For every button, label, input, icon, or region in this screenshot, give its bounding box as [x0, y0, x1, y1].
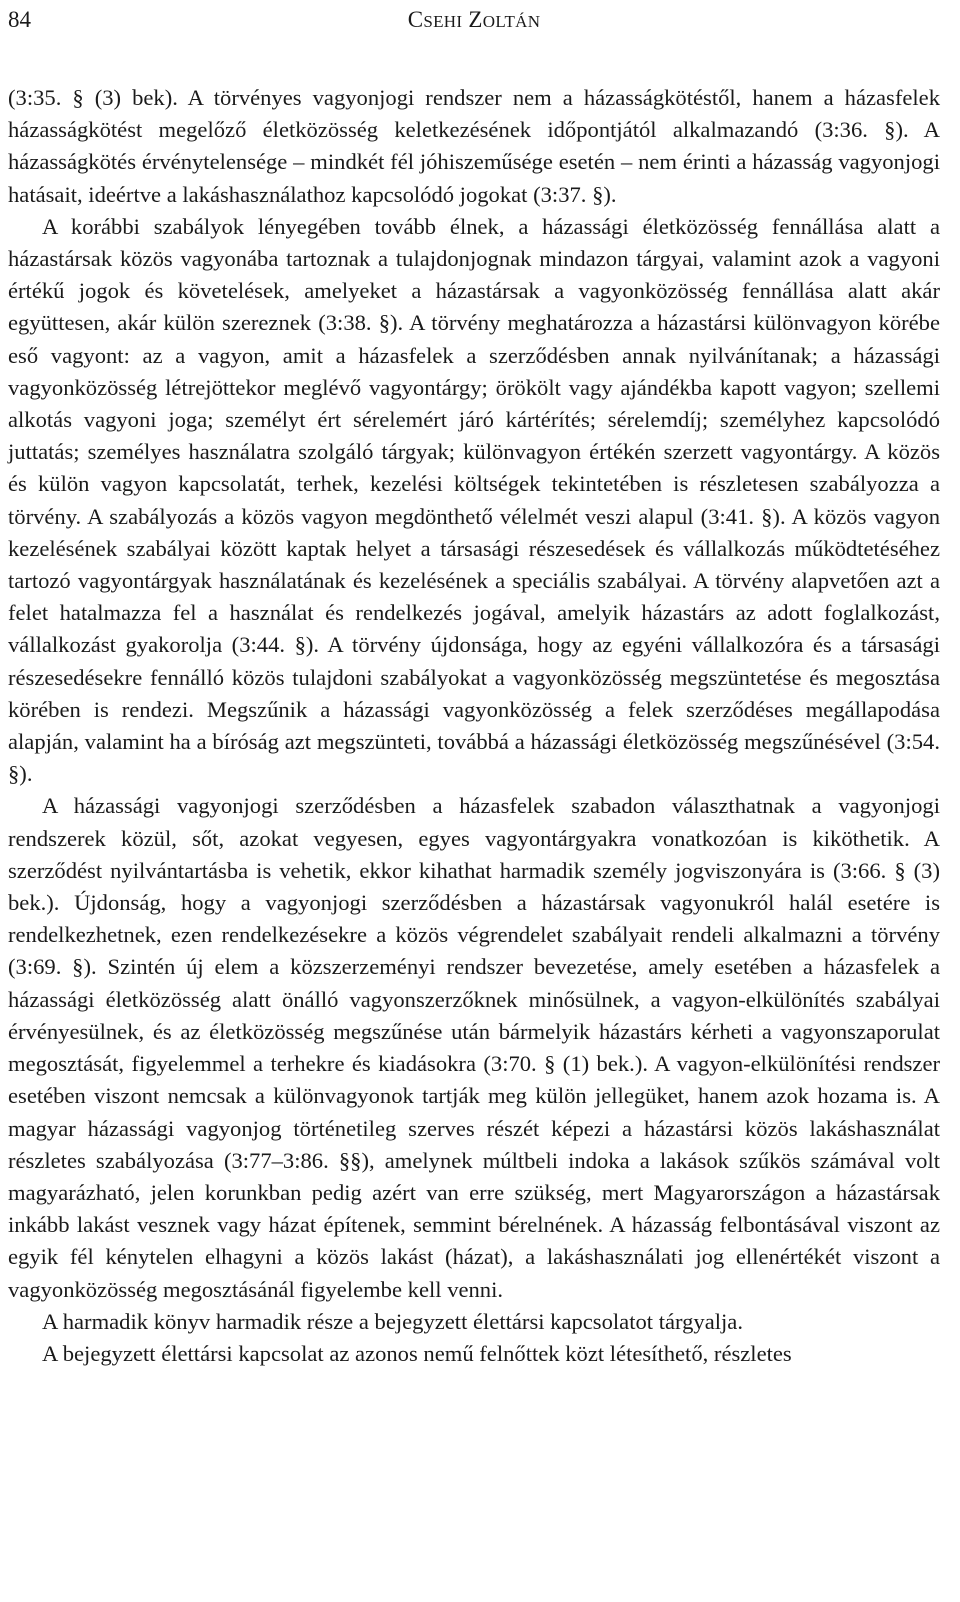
running-head-small-1: SEHI: [423, 12, 463, 31]
running-head-cap-1: C: [407, 7, 424, 32]
page-header: [8, 2, 940, 38]
page-number: 84: [8, 7, 31, 32]
paragraph-3: A házassági vagyonjogi szerződésben a házasfelek szabadon választhatnak a vagyonjogi rendszerek közül, sőt, azokat vegyesen, egyes vagyontárgyakra vonatkozóan is kiköthetik. A szerződést nyilvántartásba is vehetik, ekkor kihathat harmadik személy jogviszonyára is (3:66. § (3) bek.). Újdonság, hogy a vagyonjogi szerződésben a házastársak vagyonukról halál esetére is rendelkezhetnek, ezen rendelkezésekre a közös végrendelet szabályait rendeli alkalmazni a törvény (3:69. §). Szintén új elem a közszerzeményi rendszer bevezetése, amely esetében a házasfelek a házassági életközösség alatt önálló vagyonszerzőknek minősülnek, a vagyon-elkülönítés szabályai érvényesülnek, és az életközösség megszűnése után bármelyik házastárs kérheti a vagyonszaporulat megosztását, figyelemmel a terhekre és kiadásokra (3:70. § (1) bek.). A vagyon-elkülönítési rendszer esetében viszont nemcsak a különvagyonok tartják meg külön jellegüket, hanem azok hozama is. A magyar házassági vagyonjog történetileg szerves részét képezi a házastársi közös lakáshasználat részletes szabályozása (3:77–3:86. §§), amelynek múltbeli indoka a lakások szűkös számával volt magyarázható, jelen korunkban pedig azért van erre szükség, mert Magyarországon a házastársak inkább lakást vesznek vagy házat építenek, semmint bérelnének. A házasság felbontásával viszont az egyik fél kénytelen elhagyni a közös lakást (házat), a lakáshasználati jog ellenértékét viszont a vagyonközösség megosztásánál figyelembe kell venni.: [8, 793, 940, 1302]
body-text: [8, 82, 940, 1370]
running-head-cap-2: Z: [468, 7, 483, 32]
paragraph-1: (3:35. § (3) bek). A törvényes vagyonjogi rendszer nem a házasságkötéstől, hanem a házasfelek házasságkötést megelőző életközösség keletkezésének időpontjától alkalmazandó (3:36. §). A házasságkötés érvénytelensége – mindkét fél jóhiszeműsége esetén – nem érinti a házasság vagyonjogi hatásait, ideértve a lakáshasználathoz kapcsolódó jogokat (3:37. §).: [8, 85, 940, 207]
paragraph-5: A bejegyzett élettársi kapcsolat az azonos nemű felnőttek közt létesíthető, részletes: [42, 1340, 792, 1366]
paragraph-2: A korábbi szabályok lényegében tovább élnek, a házassági életközösség fennállása alatt a házastársak közös vagyonába tartoznak a tulajdonjognak mindazon tárgyai, valamint azok a vagyoni értékű jogok és követelések, amelyeket a házastársak a vagyonközösség fennállása alatt akár együttesen, akár külön szereznek (3:38. §). A törvény meghatározza a házastársi különvagyon körébe eső vagyont: az a vagyon, amit a házasfelek a szerződésben annak nyilvánítanak; a házassági vagyonközösség létrejöttekor meglévő vagyontárgy; örökölt vagy ajándékba kapott vagyon; szellemi alkotás vagyoni joga; személyt ért sérelemért járó kártérítés; sérelemdíj; személyhez kapcsolódó juttatás; személyes használatra szolgáló tárgyak; különvagyon értékén szerzett vagyontárgy. A közös és külön vagyon kapcsolatát, terhek, kezelési költségek tekintetében is részletesen szabályozza a törvény. A szabályozás a közös vagyon megdönthető vélelmét veszi alapul (3:41. §). A közös vagyon kezelésének szabályai között kaptak helyet a társasági részesedések és vállalkozás működtetéséhez tartozó vagyontárgyak használatának és kezelésének a speciális szabályai. A törvény alapvetően azt a felet hatalmazza fel a használat és rendelkezés jogával, amelyik házastárs az adott foglalkozást, vállalkozást gyakorolja (3:44. §). A törvény újdonsága, hogy az egyéni vállalkozóra és a társasági részesedésekre fennálló közös tulajdoni szabályokat a vagyonközösség megszüntetése és megosztása körében is rendezi. Megszűnik a házassági vagyonközösség a felek szerződéses megállapodása alapján, valamint ha a bíróság azt megszünteti, továbbá a házassági életközösség megszűnésével (3:54. §).: [8, 213, 940, 787]
running-head-author: [8, 2, 940, 40]
running-head-small-2: OLTÁN: [482, 12, 541, 31]
paragraph-4: A harmadik könyv harmadik része a bejegyzett élettársi kapcsolatot tárgyalja.: [42, 1308, 743, 1334]
